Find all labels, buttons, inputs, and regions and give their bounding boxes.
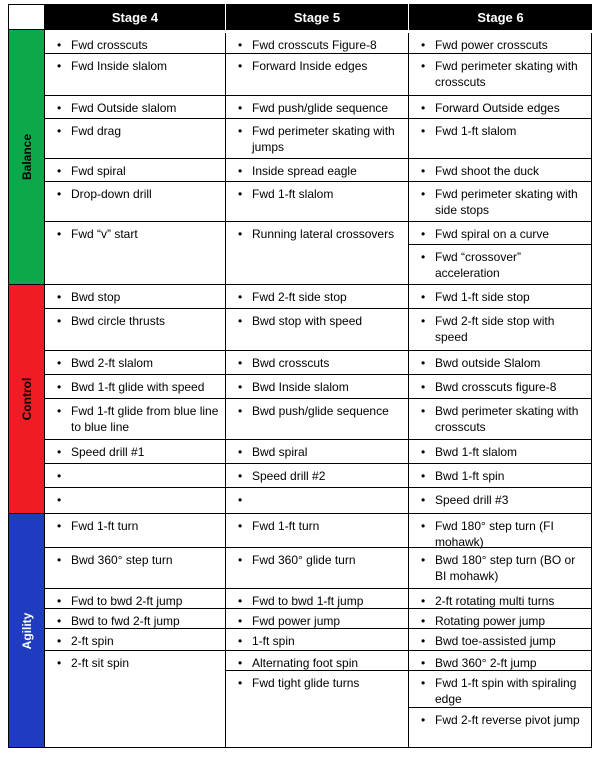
bullet-icon: •: [57, 356, 62, 370]
skill-text: Fwd 2-ft side stop with speed: [435, 314, 555, 344]
table-cell: [226, 182, 409, 222]
skill-text: Running lateral crossovers: [252, 227, 395, 241]
skill-text: Fwd shoot the duck: [435, 164, 540, 178]
bullet-icon: •: [421, 713, 426, 727]
bullet-icon: •: [421, 101, 426, 115]
bullet-icon: •: [421, 656, 426, 670]
bullet-icon: •: [421, 519, 426, 533]
bullet-icon: •: [238, 356, 243, 370]
bullet-icon: •: [421, 356, 426, 370]
skill-text: Fwd 1-ft slalom: [252, 187, 334, 201]
bullet-icon: •: [238, 380, 243, 394]
bullet-icon: •: [57, 164, 62, 178]
skill-text: Bwd 1-ft spin: [435, 469, 505, 483]
bullet-icon: •: [421, 380, 426, 394]
bullet-icon: •: [421, 227, 426, 241]
table-cell: [409, 671, 592, 708]
table-cell: [409, 629, 592, 651]
table-cell: [45, 159, 226, 182]
table-cell: [45, 375, 226, 399]
table-cell: [409, 182, 592, 222]
table-cell: [409, 351, 592, 375]
section-agility-band: [8, 514, 45, 748]
bullet-icon: •: [57, 614, 62, 628]
table-cell: [409, 708, 592, 748]
table-cell: [226, 399, 409, 440]
skill-text: Bwd circle thrusts: [71, 314, 166, 328]
skill-text: Fwd 2-ft reverse pivot jump: [435, 713, 580, 727]
bullet-icon: •: [57, 38, 62, 52]
table-cell: [45, 609, 226, 629]
table-cell: [226, 609, 409, 629]
skill-text: Speed drill #2: [252, 469, 326, 483]
bullet-icon: •: [421, 445, 426, 459]
skill-text: Bwd toe-assisted jump: [435, 634, 556, 648]
table-cell: [226, 33, 409, 54]
skill-text: Fwd “v” start: [71, 227, 138, 241]
bullet-icon: •: [57, 656, 62, 670]
skill-text: Bwd 2-ft slalom: [71, 356, 154, 370]
bullet-icon: •: [238, 553, 243, 567]
table-cell: [409, 375, 592, 399]
table-cell: [409, 96, 592, 119]
skill-text: Fwd tight glide turns: [252, 676, 360, 690]
skill-text: Bwd 1-ft slalom: [435, 445, 518, 459]
table-cell: [226, 548, 409, 589]
skill-text: Rotating power jump: [435, 614, 546, 628]
bullet-icon: •: [421, 553, 426, 567]
skill-text: Bwd outside Slalom: [435, 356, 541, 370]
table-cell: [409, 33, 592, 54]
skill-text: Fwd perimeter skating with crosscuts: [435, 59, 578, 89]
bullet-icon: •: [57, 124, 62, 138]
table-cell: [226, 589, 409, 609]
skill-text: Bwd stop with speed: [252, 314, 363, 328]
bullet-icon: •: [421, 290, 426, 304]
table-cell: [409, 159, 592, 182]
table-cell: [45, 589, 226, 609]
header-stage-5: Stage 5: [226, 4, 408, 30]
skill-text: Fwd 1-ft side stop: [435, 290, 530, 304]
table-cell: [45, 182, 226, 222]
bullet-icon: •: [238, 124, 243, 138]
table-cell: [409, 399, 592, 440]
skill-text: Bwd crosscuts: [252, 356, 330, 370]
table-cell: [45, 222, 226, 285]
skill-text: Fwd 360° glide turn: [252, 553, 356, 567]
skill-text: Bwd spiral: [252, 445, 308, 459]
bullet-icon: •: [57, 101, 62, 115]
skill-text: Fwd 1-ft glide from blue line to blue line: [71, 404, 219, 434]
bullet-icon: •: [238, 614, 243, 628]
bullet-icon: •: [57, 519, 62, 533]
skill-text: Inside spread eagle: [252, 164, 357, 178]
bullet-icon: •: [238, 519, 243, 533]
table-cell: [226, 309, 409, 351]
skill-text: Alternating foot spin: [252, 656, 359, 670]
bullet-icon: •: [57, 227, 62, 241]
bullet-icon: •: [238, 634, 243, 648]
skill-text: Speed drill #1: [71, 445, 145, 459]
table-cell: [226, 119, 409, 159]
skill-text: 2-ft sit spin: [71, 656, 130, 670]
table-cell: [409, 548, 592, 589]
table-cell: [45, 96, 226, 119]
skill-text: Bwd to fwd 2-ft jump: [71, 614, 180, 628]
table-cell: [45, 285, 226, 309]
table-cell: [409, 119, 592, 159]
skill-text: Fwd “crossover” acceleration: [435, 250, 522, 280]
skill-text: Forward Outside edges: [435, 101, 560, 115]
bullet-icon: •: [238, 656, 243, 670]
bullet-icon: •: [421, 314, 426, 328]
skill-text: Fwd power crosscuts: [435, 38, 548, 52]
bullet-icon: •: [421, 164, 426, 178]
section-balance-label: Balance: [19, 133, 34, 181]
skill-text: Bwd perimeter skating with crosscuts: [435, 404, 579, 434]
bullet-icon: •: [421, 594, 426, 608]
skill-text: Fwd drag: [71, 124, 122, 138]
table-cell: [226, 464, 409, 488]
bullet-icon: •: [57, 187, 62, 201]
table-cell: [226, 671, 409, 748]
bullet-icon: •: [421, 676, 426, 690]
table-cell: [226, 629, 409, 651]
table-cell: [409, 651, 592, 671]
bullet-icon: •: [57, 634, 62, 648]
table-cell: [409, 309, 592, 351]
table-cell: [226, 54, 409, 96]
skill-text: Bwd push/glide sequence: [252, 404, 389, 418]
bullet-icon: •: [421, 614, 426, 628]
bullet-icon: •: [421, 469, 426, 483]
skill-text: Fwd to bwd 1-ft jump: [252, 594, 364, 608]
bullet-icon: •: [57, 493, 62, 507]
table-cell: [45, 54, 226, 96]
table-cell: [226, 651, 409, 671]
bullet-icon: •: [57, 404, 62, 418]
table-cell: [409, 54, 592, 96]
bullet-icon: •: [57, 290, 62, 304]
table-cell: [45, 488, 226, 514]
skill-text: 1-ft spin: [252, 634, 295, 648]
bullet-icon: •: [238, 594, 243, 608]
bullet-icon: •: [238, 164, 243, 178]
bullet-icon: •: [238, 38, 243, 52]
table-cell: [45, 651, 226, 748]
bullet-icon: •: [57, 469, 62, 483]
bullet-icon: •: [238, 469, 243, 483]
table-cell: [45, 309, 226, 351]
bullet-icon: •: [238, 404, 243, 418]
skill-text: Bwd stop: [71, 290, 121, 304]
skill-text: Bwd 360° step turn: [71, 553, 173, 567]
skill-text: Fwd spiral: [71, 164, 126, 178]
table-cell: [226, 375, 409, 399]
skill-text: Fwd perimeter skating with side stops: [435, 187, 578, 217]
section-control-band: [8, 285, 45, 514]
table-cell: [226, 222, 409, 285]
section-agility-label: Agility: [19, 612, 34, 649]
skill-text: Fwd Inside slalom: [71, 59, 168, 73]
skill-text: Fwd 1-ft slalom: [435, 124, 517, 138]
skill-text: Drop-down drill: [71, 187, 152, 201]
table-cell: [45, 548, 226, 589]
table-cell: [409, 488, 592, 514]
skill-text: Fwd power jump: [252, 614, 341, 628]
table-cell: [409, 440, 592, 464]
bullet-icon: •: [238, 493, 243, 507]
table-cell: [226, 159, 409, 182]
skill-text: Fwd to bwd 2-ft jump: [71, 594, 183, 608]
skill-text: Fwd crosscuts: [71, 38, 148, 52]
skill-text: Fwd crosscuts Figure-8: [252, 38, 377, 52]
skill-text: Fwd 1-ft turn: [71, 519, 139, 533]
skill-text: Fwd push/glide sequence: [252, 101, 389, 115]
skill-text: Bwd Inside slalom: [252, 380, 349, 394]
skill-text: Forward Inside edges: [252, 59, 368, 73]
bullet-icon: •: [421, 493, 426, 507]
bullet-icon: •: [238, 314, 243, 328]
table-cell: [226, 440, 409, 464]
bullet-icon: •: [421, 187, 426, 201]
table-cell: [45, 514, 226, 548]
table-cell: [226, 351, 409, 375]
bullet-icon: •: [57, 445, 62, 459]
skill-text: 2-ft rotating multi turns: [435, 594, 555, 608]
skill-text: 2-ft spin: [71, 634, 114, 648]
bullet-icon: •: [238, 227, 243, 241]
bullet-icon: •: [421, 38, 426, 52]
bullet-icon: •: [238, 101, 243, 115]
header-stage-6: Stage 6: [409, 4, 592, 30]
section-balance-band: [8, 30, 45, 285]
table-cell: [409, 514, 592, 548]
table-cell: [409, 609, 592, 629]
bullet-icon: •: [421, 404, 426, 418]
bullet-icon: •: [238, 676, 243, 690]
table-cell: [409, 464, 592, 488]
skill-text: Fwd 180° step turn (FI mohawk): [435, 519, 554, 549]
bullet-icon: •: [57, 59, 62, 73]
bullet-icon: •: [238, 445, 243, 459]
bullet-icon: •: [57, 594, 62, 608]
table-cell: [409, 245, 592, 285]
bullet-icon: •: [238, 187, 243, 201]
skill-text: Fwd 1-ft turn: [252, 519, 320, 533]
table-cell: [45, 399, 226, 440]
bullet-icon: •: [57, 380, 62, 394]
bullet-icon: •: [238, 59, 243, 73]
table-cell: [226, 514, 409, 548]
skill-text: Fwd spiral on a curve: [435, 227, 550, 241]
table-cell: [226, 488, 409, 514]
table-cell: [45, 33, 226, 54]
skill-text: Bwd crosscuts figure-8: [435, 380, 557, 394]
skill-text: Bwd 1-ft glide with speed: [71, 380, 205, 394]
bullet-icon: •: [421, 634, 426, 648]
skill-text: Bwd 180° step turn (BO or BI mohawk): [435, 553, 576, 583]
header-corner-cell: [8, 4, 45, 30]
table-cell: [409, 589, 592, 609]
table-cell: [226, 96, 409, 119]
bullet-icon: •: [238, 290, 243, 304]
skill-text: Fwd perimeter skating with jumps: [252, 124, 395, 154]
bullet-icon: •: [421, 124, 426, 138]
skill-text: Bwd 360° 2-ft jump: [435, 656, 537, 670]
table-cell: [45, 464, 226, 488]
table-cell: [409, 285, 592, 309]
bullet-icon: •: [421, 59, 426, 73]
bullet-icon: •: [57, 553, 62, 567]
bullet-icon: •: [57, 314, 62, 328]
header-stage-4: Stage 4: [45, 4, 225, 30]
table-cell: [45, 351, 226, 375]
skill-text: Fwd 1-ft spin with spiraling edge: [435, 676, 577, 706]
table-cell: [45, 440, 226, 464]
bullet-icon: •: [421, 250, 426, 264]
table-cell: [226, 285, 409, 309]
table-cell: [409, 222, 592, 245]
table-cell: [45, 629, 226, 651]
section-control-label: Control: [19, 377, 34, 421]
skill-text: Speed drill #3: [435, 493, 509, 507]
skill-text: Fwd 2-ft side stop: [252, 290, 347, 304]
skill-text: Fwd Outside slalom: [71, 101, 177, 115]
table-cell: [45, 119, 226, 159]
